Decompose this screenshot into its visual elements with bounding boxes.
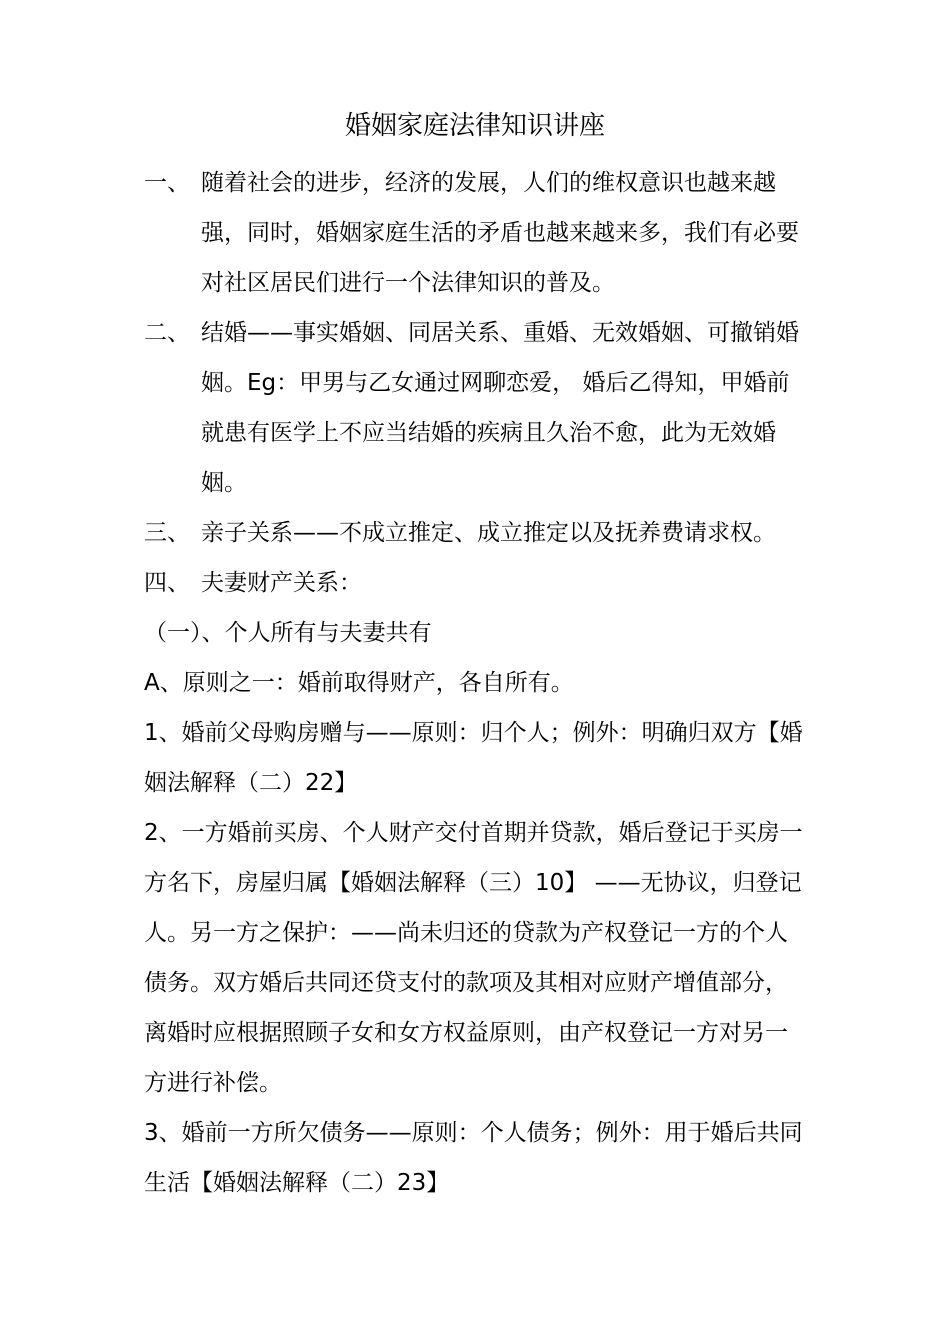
section-1 <box>144 158 810 308</box>
section-3 <box>144 508 810 558</box>
document-body <box>144 158 810 1208</box>
paragraph-principle-a: A、原则之一：婚前取得财产，各自所有。 <box>144 670 574 696</box>
section-number: 四、 <box>144 570 190 596</box>
section-2 <box>144 308 810 508</box>
paragraph-subheading: （一）、个人所有与夫妻共有 <box>144 620 432 646</box>
section-text: 亲子关系——不成立推定、成立推定以及抚养费请求权。 <box>201 520 776 546</box>
section-number: 一、 <box>144 170 190 196</box>
document-title: 婚姻家庭法律知识讲座 <box>344 111 605 141</box>
section-text: 结婚——事实婚姻、同居关系、重婚、无效婚姻、可撤销婚姻。Eg：甲男与乙女通过网聊恋爱， 婚后乙得知，甲婚前就患有医学上不应当结婚的疾病且久治不愈，此为无效婚姻。 <box>201 320 799 496</box>
paragraph-item-1: 1、婚前父母购房赠与——原则：归个人；例外：明确归双方【婚姻法解释（二）22】 <box>144 720 803 796</box>
section-4 <box>144 558 810 608</box>
paragraph-item-3: 3、婚前一方所欠债务——原则：个人债务；例外：用于婚后共同生活【婚姻法解释（二）23】 <box>144 1120 803 1196</box>
section-number: 二、 <box>144 320 190 346</box>
paragraph-item-2: 2、一方婚前买房、个人财产交付首期并贷款，婚后登记于买房一方名下，房屋归属【婚姻法解释（三）10】 ——无协议，归登记人。另一方之保护：——尚未归还的贷款为产权登记一方的个人债务。双方婚后共同还贷支付的款项及其相对应财产增值部分，离婚时应根据照顾子女和女方权益原则，由产权登记一方对另一方进行补偿。 <box>144 820 803 1096</box>
section-number: 三、 <box>144 520 190 546</box>
section-text: 随着社会的进步，经济的发展，人们的维权意识也越来越强，同时，婚姻家庭生活的矛盾也越来越来多，我们有必要对社区居民们进行一个法律知识的普及。 <box>201 170 799 296</box>
section-text: 夫妻财产关系： <box>201 570 362 596</box>
